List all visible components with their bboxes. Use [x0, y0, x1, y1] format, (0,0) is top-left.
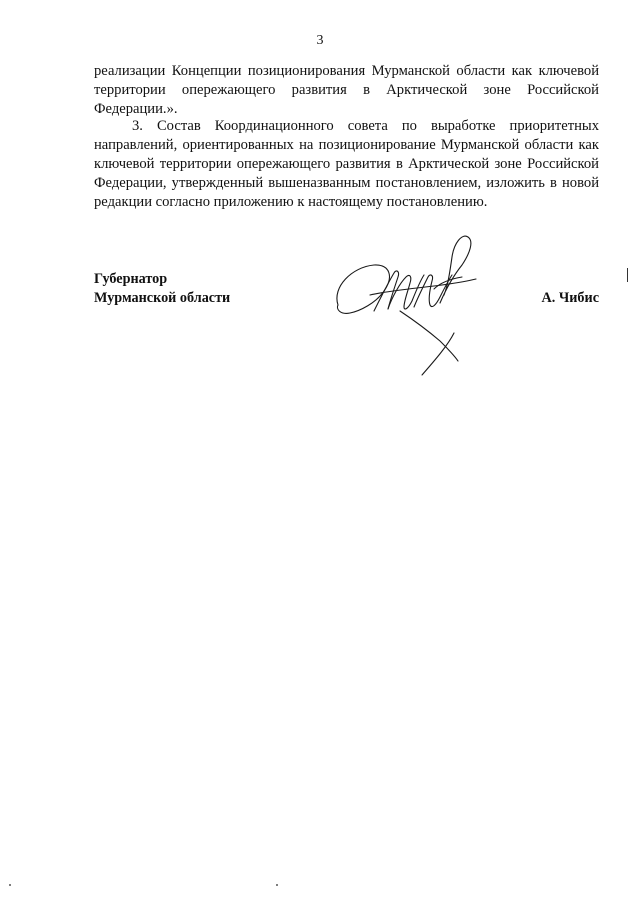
scan-speck	[276, 884, 278, 886]
signatory-title-line-2: Мурманской области	[94, 290, 231, 306]
page-number: 3	[316, 33, 324, 48]
scan-speck	[9, 884, 11, 886]
signatory-name: А. Чибис	[541, 290, 599, 306]
scan-edge-mark	[627, 268, 628, 282]
signatory-title-line-1: Губернатор	[94, 271, 168, 287]
paragraph-item-3: 3. Состав Координационного совета по выработке приоритетных направлений, ориентированных на позиционирование Мурманской области как ключевой территории опережающего развития в Арктической зоне Российской Федерации, утвержденный вышеназванным постановлением, изложить в новой редакции согласно приложению к настоящему постановлению.	[94, 118, 599, 210]
paragraph-continuation: реализации Концепции позиционирования Мурманской области как ключевой территории опережающего развития в Арктической зоне Российской Федерации.».	[94, 63, 599, 117]
handwritten-signature	[330, 225, 490, 385]
